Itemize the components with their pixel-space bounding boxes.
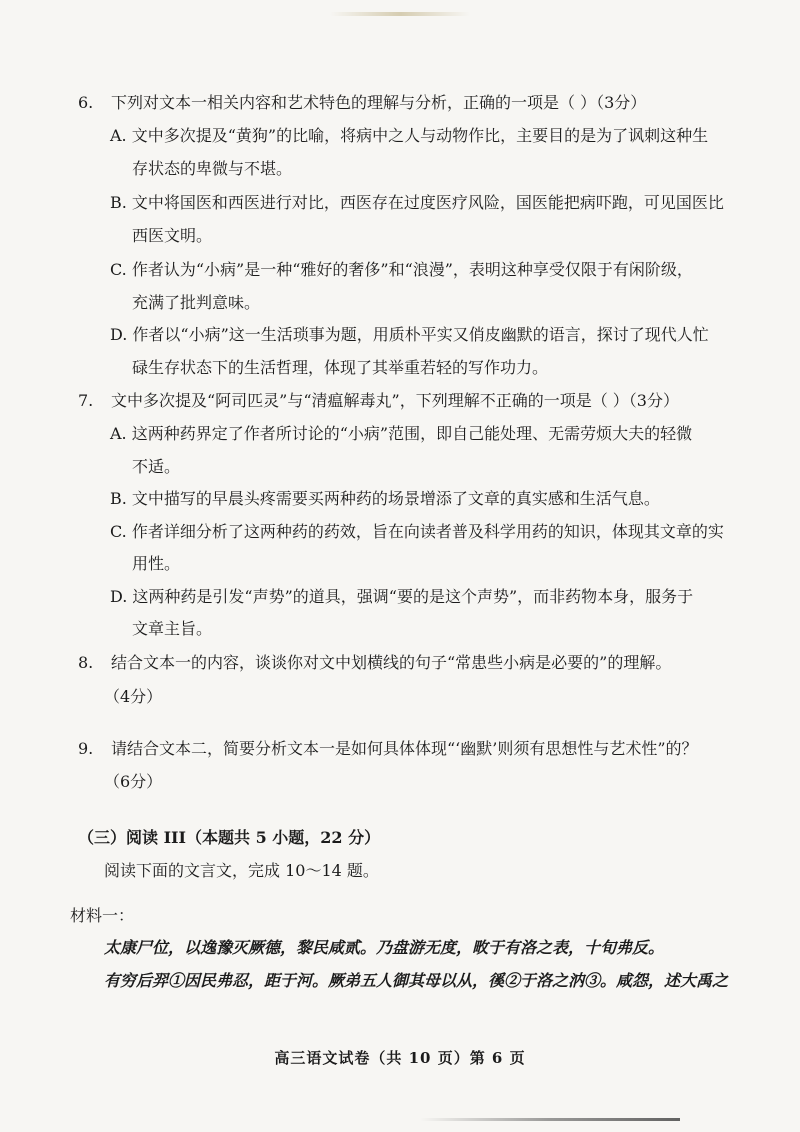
- material-text-line2: 有穷后羿①因民弗忍，距于河。厥弟五人御其母以从，徯②于洛之汭③。咸怨，述大禹之: [104, 971, 729, 990]
- q6-option-b-line1: B. 文中将国医和西医进行对比，西医存在过度医疗风险，国医能把病吓跑，可见国医比: [110, 193, 724, 212]
- q6-option-c-line1: C. 作者认为“小病”是一种“雅好的奢侈”和“浪漫”，表明这种享受仅限于有闲阶级，: [110, 260, 693, 279]
- section-instruction: 阅读下面的文言文，完成 10～14 题。: [104, 861, 379, 880]
- section-heading: （三）阅读 III（本题共 5 小题，22 分）: [78, 828, 381, 847]
- page-footer: 高三语文试卷（共 10 页）第 6 页: [274, 1049, 526, 1067]
- q6-stem: 下列对文本一相关内容和艺术特色的理解与分析，正确的一项是（ ）（3分）: [111, 93, 647, 112]
- q6-option-b-line2: 西医文明。: [132, 226, 213, 245]
- q7-option-a-line2: 不适。: [132, 457, 181, 476]
- q9-stem: 请结合文本二，简要分析文本一是如何具体体现“‘幽默’则须有思想性与艺术性”的？: [111, 739, 698, 758]
- q7-option-c-line2: 用性。: [132, 554, 181, 573]
- q6-option-d-line2: 碌生存状态下的生活哲理，体现了其举重若轻的写作功力。: [132, 358, 549, 377]
- q6-option-a-line2: 存状态的卑微与不堪。: [132, 159, 293, 178]
- q7-option-d-line2: 文章主旨。: [132, 619, 213, 638]
- scan-artifact-top: [330, 12, 470, 16]
- q7-option-d-line1: D. 这两种药是引发“声势”的道具，强调“要的是这个声势”，而非药物本身，服务于: [110, 587, 694, 606]
- q8-number: 8.: [78, 653, 94, 672]
- q6-option-c-line2: 充满了批判意味。: [132, 293, 261, 312]
- q6-option-a-line1: A. 文中多次提及“黄狗”的比喻，将病中之人与动物作比，主要目的是为了讽刺这种生: [110, 126, 709, 145]
- q7-option-c-line1: C. 作者详细分析了这两种药的药效，旨在向读者普及科学用药的知识，体现其文章的实: [110, 522, 724, 541]
- q6-number: 6.: [78, 93, 94, 112]
- q8-stem: 结合文本一的内容，谈谈你对文中划横线的句子“常患些小病是必要的”的理解。: [111, 653, 672, 672]
- q7-option-a-line1: A. 这两种药界定了作者所讨论的“小病”范围，即自己能处理、无需劳烦大夫的轻微: [110, 424, 693, 443]
- q6-option-d-line1: D. 作者以“小病”这一生活琐事为题，用质朴平实又俏皮幽默的语言，探讨了现代人忙: [110, 325, 709, 344]
- q7-stem: 文中多次提及“阿司匹灵”与“清瘟解毒丸”，下列理解不正确的一项是（ ）（3分）: [111, 391, 679, 410]
- material-text-line1: 太康尸位，以逸豫灭厥德，黎民咸贰。乃盘游无度，畋于有洛之表，十旬弗反。: [104, 938, 665, 957]
- q9-points: （6分）: [104, 772, 163, 791]
- q7-number: 7.: [78, 391, 94, 410]
- material-label: 材料一：: [70, 906, 135, 925]
- q9-number: 9.: [78, 739, 94, 758]
- q8-points: （4分）: [104, 687, 163, 706]
- scan-artifact-bottom: [420, 1118, 680, 1121]
- q7-option-b-line1: B. 文中描写的早晨头疼需要买两种药的场景增添了文章的真实感和生活气息。: [110, 489, 660, 508]
